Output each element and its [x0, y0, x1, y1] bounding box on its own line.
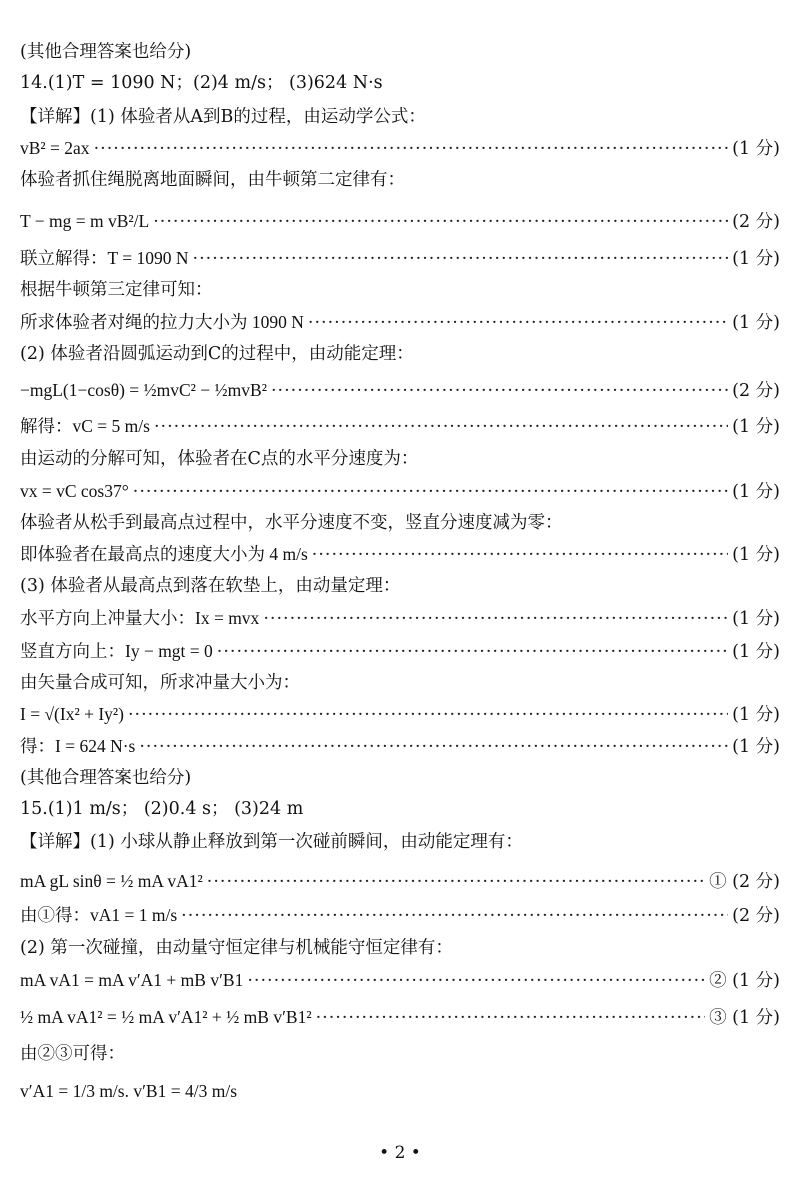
equation-text: mA gL sinθ = ½ mA vA1² — [20, 871, 203, 891]
equation-line — [20, 904, 780, 927]
equation-line — [20, 210, 780, 233]
leader-dots — [316, 1007, 706, 1029]
equation-line — [20, 870, 780, 893]
leader-dots — [181, 905, 728, 927]
leader-dots — [133, 481, 728, 503]
score-mark: (1 分) — [732, 545, 780, 565]
leader-dots — [154, 416, 728, 438]
equation-line — [20, 480, 780, 503]
leader-dots — [217, 641, 728, 663]
score-mark: ② (1 分) — [709, 971, 780, 991]
equation-text: T − mg = m vB²/L — [20, 211, 150, 231]
equation-text: 得：I = 624 N·s — [20, 736, 136, 756]
leader-dots — [193, 248, 729, 270]
explanation-line: (2) 第一次碰撞，由动量守恒定律与机械能守恒定律有： — [20, 938, 453, 958]
leader-dots — [308, 312, 728, 334]
q15-detail-heading: 【详解】(1) 小球从静止释放到第一次碰前瞬间，由动能定理有： — [20, 832, 523, 852]
score-mark: (2 分) — [732, 906, 780, 926]
score-mark: (1 分) — [732, 139, 780, 159]
score-mark: (1 分) — [732, 737, 780, 757]
score-mark: (1 分) — [732, 313, 780, 333]
equation-line — [20, 735, 780, 758]
equation-text: 解得：vC = 5 m/s — [20, 416, 150, 436]
equation-line — [20, 969, 780, 992]
leader-dots — [94, 138, 729, 160]
equation-line — [20, 703, 780, 726]
explanation-line: 由运动的分解可知，体验者在C点的水平分速度为： — [20, 449, 419, 469]
explanation-line: 体验者从松手到最高点过程中，水平分速度不变，竖直分速度减为零： — [20, 513, 563, 533]
equation-text: 联立解得：T = 1090 N — [20, 248, 189, 268]
score-mark: ③ (1 分) — [709, 1008, 780, 1028]
equation-text: vx = vC cos37° — [20, 481, 129, 501]
equation-line — [20, 137, 780, 160]
explanation-line: 根据牛顿第三定律可知： — [20, 280, 213, 300]
equation-text: 由①得：vA1 = 1 m/s — [20, 905, 178, 925]
score-mark: ① (2 分) — [709, 872, 780, 892]
equation-line — [20, 607, 780, 630]
score-mark: (1 分) — [732, 609, 780, 629]
equation-text: 即体验者在最高点的速度大小为 4 m/s — [20, 544, 308, 564]
q15-answer-line: 15.(1)1 m/s； (2)0.4 s； (3)24 m — [20, 799, 304, 819]
score-mark: (2 分) — [732, 381, 780, 401]
page-number: • 2 • — [379, 1143, 421, 1163]
leader-dots — [128, 704, 728, 726]
equation-text: mA vA1 = mA v′A1 + mB v′B1 — [20, 970, 244, 990]
note-line: (其他合理答案也给分) — [20, 768, 192, 788]
leader-dots — [312, 544, 728, 566]
explanation-line: 体验者抓住绳脱离地面瞬间，由牛顿第二定律有： — [20, 170, 405, 190]
equation-text: I = √(Ix² + Iy²) — [20, 704, 124, 724]
leader-dots — [207, 871, 705, 893]
score-mark: (1 分) — [732, 417, 780, 437]
equation-line — [20, 640, 780, 663]
leader-dots — [263, 608, 728, 630]
leader-dots — [271, 380, 728, 402]
equation-line — [20, 543, 780, 566]
explanation-line: 由矢量合成可知，所求冲量大小为： — [20, 673, 300, 693]
score-mark: (1 分) — [732, 642, 780, 662]
equation-line — [20, 247, 780, 270]
leader-dots — [247, 970, 705, 992]
equation-line — [20, 379, 780, 402]
equation-text: 竖直方向上：Iy − mgt = 0 — [20, 641, 213, 661]
equation-text: 水平方向上冲量大小：Ix = mvx — [20, 608, 260, 628]
equation-text: 所求体验者对绳的拉力大小为 1090 N — [20, 312, 304, 332]
note-line: (其他合理答案也给分) — [20, 42, 192, 62]
score-mark: (1 分) — [732, 249, 780, 269]
leader-dots — [139, 736, 728, 758]
leader-dots — [153, 211, 728, 233]
score-mark: (2 分) — [732, 212, 780, 232]
score-mark: (1 分) — [732, 482, 780, 502]
explanation-line: 由②③可得： — [20, 1044, 125, 1064]
q14-detail-heading: 【详解】(1) 体验者从A到B的过程，由运动学公式： — [20, 107, 426, 127]
equation-line — [20, 311, 780, 334]
q14-answer-line: 14.(1)T = 1090 N；(2)4 m/s； (3)624 N·s — [20, 73, 383, 93]
equation-line — [20, 415, 780, 438]
explanation-line: (2) 体验者沿圆弧运动到C的过程中，由动能定理： — [20, 344, 414, 364]
score-mark: (1 分) — [732, 705, 780, 725]
equation-text: vB² = 2ax — [20, 138, 90, 158]
result-line: v′A1 = 1/3 m/s. v′B1 = 4/3 m/s — [20, 1081, 237, 1101]
equation-line — [20, 1006, 780, 1029]
explanation-line: (3) 体验者从最高点到落在软垫上，由动量定理： — [20, 576, 401, 596]
equation-text: −mgL(1−cosθ) = ½mvC² − ½mvB² — [20, 380, 267, 400]
equation-text: ½ mA vA1² = ½ mA v′A1² + ½ mB v′B1² — [20, 1007, 312, 1027]
